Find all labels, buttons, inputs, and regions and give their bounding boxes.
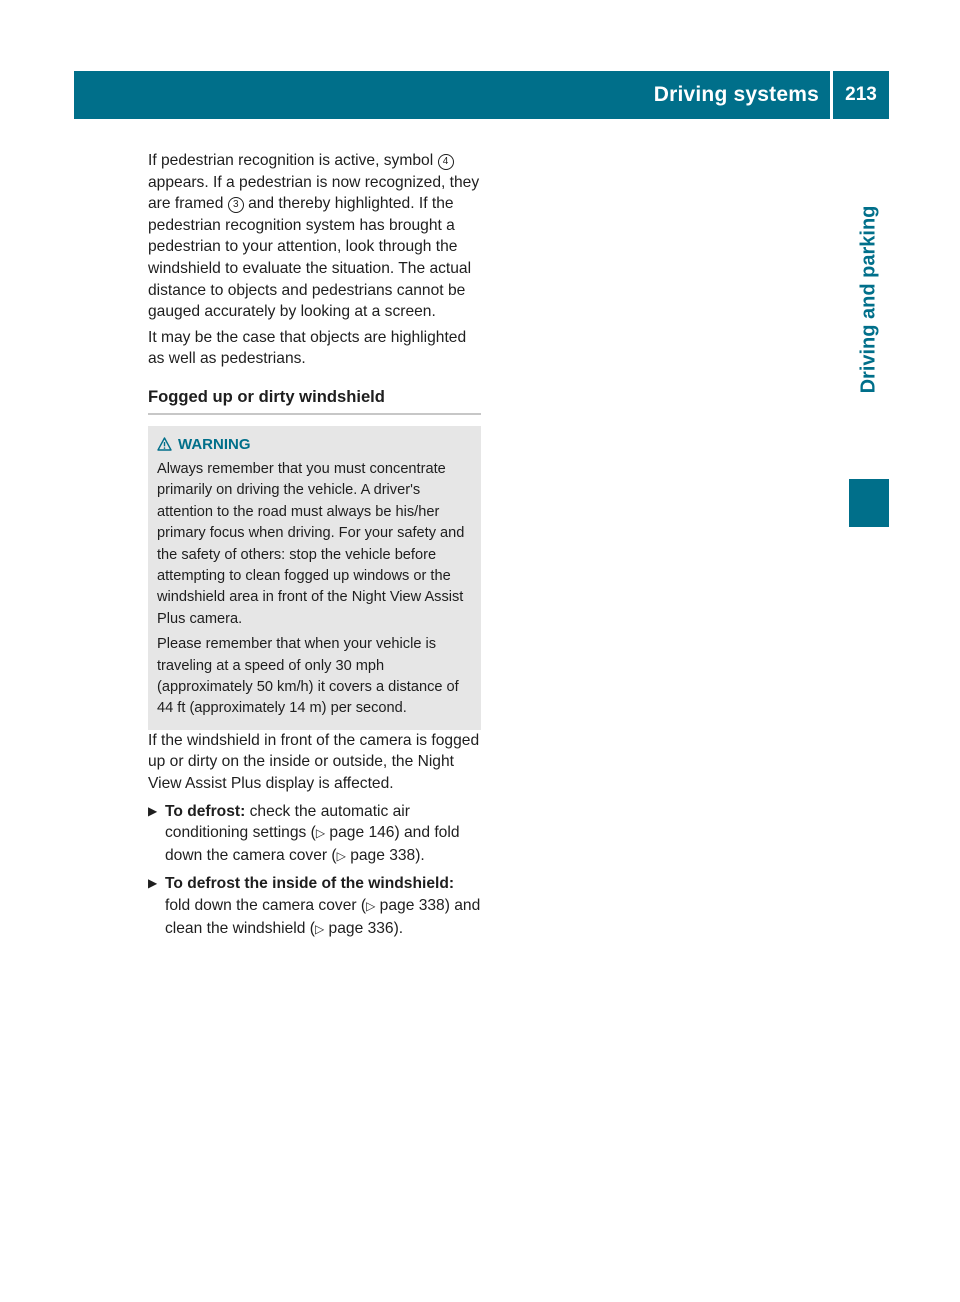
paragraph-windshield-fogged: If the windshield in front of the camera is fogged up or dirty on the inside or outside, the Night View Assist Plus display is affected. — [148, 731, 480, 792]
step-defrost-inside: ▶ To defrost the inside of the windshield: fold down the camera cover (▷ page 338) and clean the windshield (▷ page 336). — [148, 875, 481, 937]
warning-header — [157, 434, 473, 455]
step-defrost: ▶ To defrost: check the automatic air conditioning settings (▷ page 146) and fold down the camera cover (▷ page 338). — [148, 802, 460, 864]
warning-triangle-icon — [157, 437, 172, 451]
chapter-tab — [849, 119, 889, 479]
page-ref-arrow-icon: ▷ — [336, 848, 346, 863]
warning-box — [148, 426, 481, 730]
page-reference-link[interactable]: page 336 — [328, 919, 394, 937]
callout-4: 4 — [438, 154, 454, 170]
warning-paragraph-2: Please remember that when your vehicle is traveling at a speed of only 30 mph (approximately 50 km/h) it covers a distance of 44 ft (approximately 14 m) per second. — [157, 636, 459, 717]
section-title: Driving systems — [653, 83, 819, 106]
step-arrow-icon: ▶ — [148, 803, 158, 818]
step-arrow-icon: ▶ — [148, 876, 158, 891]
chapter-tab-block — [849, 479, 889, 527]
page-reference-link[interactable]: page 146 — [329, 824, 395, 842]
paragraph-pedestrian-recognition: If pedestrian recognition is active, symbol 4 appears. If a pedestrian is now recognized, they are framed 3 and thereby highlighted. If the pedestrian recognition system has brought a pedestrian to your attention, look through the windshield to evaluate the situation. The actual distance to objects and pedestrians cannot be gauged accurately by looking at a screen. — [148, 152, 480, 321]
page-reference-link[interactable]: page 338 — [379, 896, 445, 914]
warning-title: WARNING — [178, 435, 251, 453]
page-ref-arrow-icon: ▷ — [366, 898, 376, 913]
chapter-tab-label: Driving and parking — [857, 205, 880, 393]
page-ref-arrow-icon: ▷ — [315, 826, 326, 841]
page-reference-link[interactable]: page 338 — [350, 846, 416, 864]
main-content — [148, 150, 481, 944]
section-heading: Fogged up or dirty windshield — [148, 386, 481, 415]
header-bar — [74, 71, 889, 119]
warning-paragraph-1: Always remember that you must concentrate primarily on driving the vehicle. A driver's attention to the road must always be his/her primary focus when driving. For your safety and the safety of others: stop the vehicle before attempting to clean fogged up windows or the windshield area in front of the Night View Assist Plus camera. — [157, 460, 465, 627]
paragraph-objects-highlighted: It may be the case that objects are highlighted as well as pedestrians. — [148, 328, 467, 368]
page-ref-arrow-icon: ▷ — [314, 921, 325, 936]
page-number: 213 — [845, 84, 877, 105]
callout-3: 3 — [228, 197, 244, 213]
